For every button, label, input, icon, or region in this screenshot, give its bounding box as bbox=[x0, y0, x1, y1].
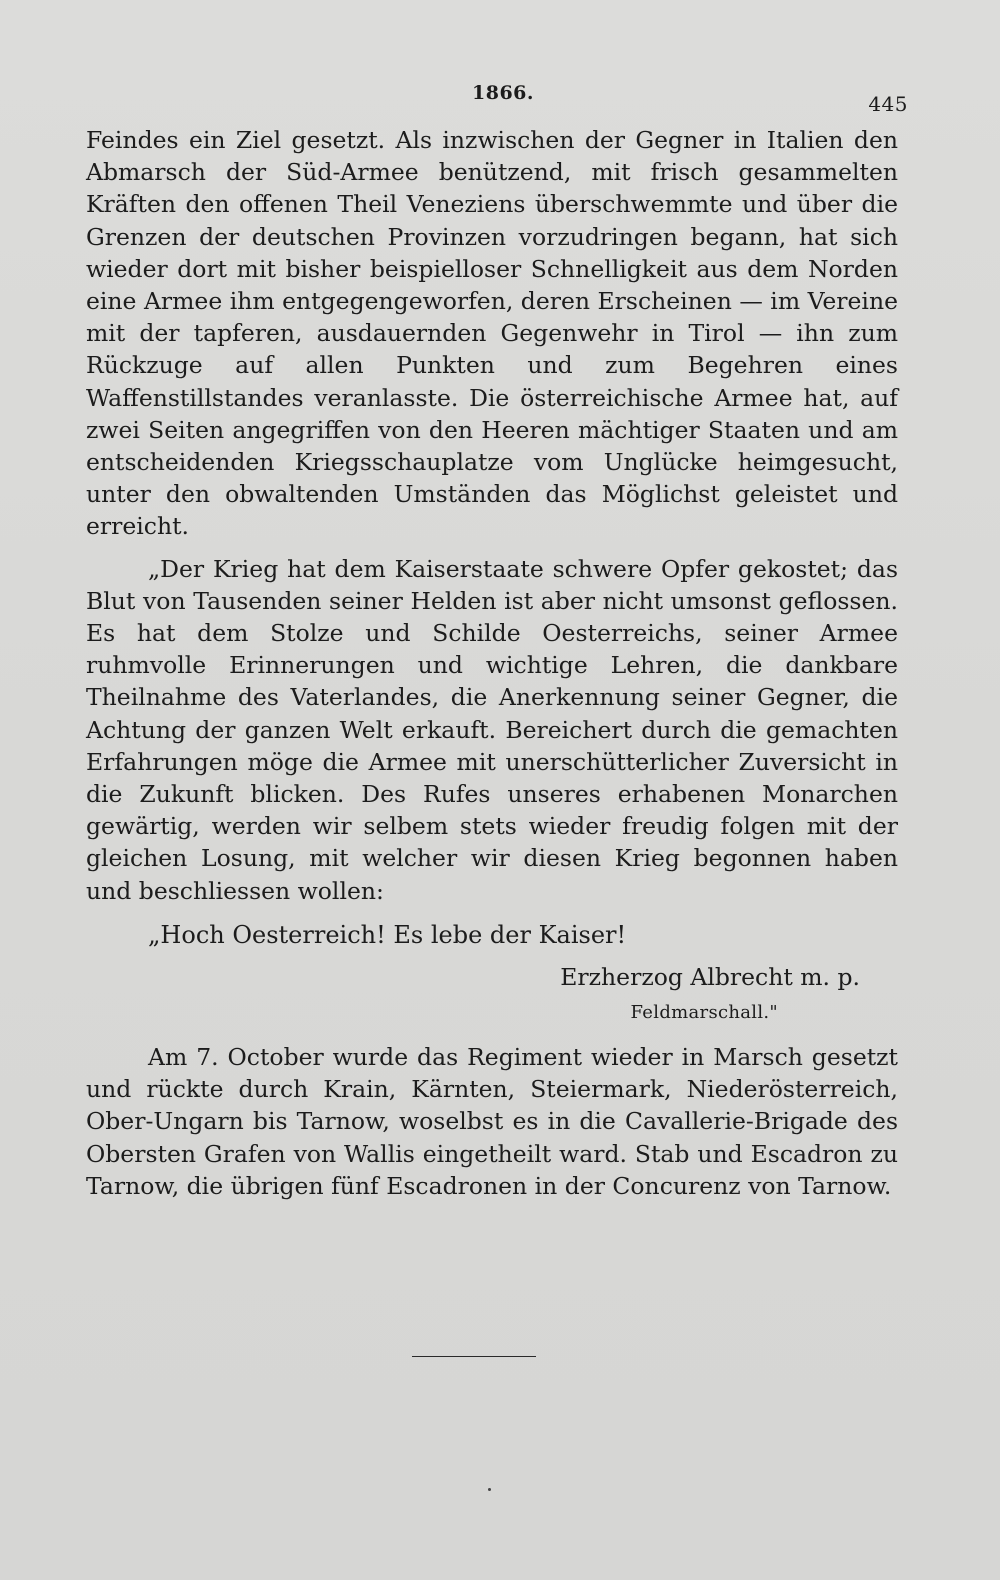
signature-rank: Feldmarschall." bbox=[630, 1002, 778, 1024]
paragraph-exclamation: „Hoch Oesterreich! Es lebe der Kaiser! bbox=[148, 920, 627, 949]
section-divider-rule bbox=[412, 1356, 536, 1357]
running-head-year: 1866. bbox=[472, 82, 534, 104]
paper-speck bbox=[488, 1488, 491, 1491]
signature-name: Erzherzog Albrecht m. p. bbox=[560, 963, 860, 992]
signature-block bbox=[86, 957, 898, 1027]
page-number: 445 bbox=[868, 92, 908, 116]
paragraph-continuation: Feindes ein Ziel gesetzt. Als inzwischen der Gegner in Italien den Abmarsch der Süd-Armee benützend, mit frisch gesammelten Kräften den offenen Theil Veneziens überschwemmte und über die Grenzen der deutschen Provinzen vorzudringen begann, hat sich wieder dort mit bisher beispielloser Schnelligkeit aus dem Norden eine Armee ihm entgegengeworfen, deren Erscheinen — im Vereine mit der tapferen, ausdauernden Gegenwehr in Tirol — ihn zum Rückzuge auf allen Punkten und zum Begehren eines Waffenstillstandes veranlasste. Die österreichische Armee hat, auf zwei Seiten angegriffen von den Heeren mächtiger Staaten und am entscheidenden Kriegsschauplatze vom Unglücke heimgesucht, unter den obwaltenden Umständen das Möglichst geleistet und erreicht. bbox=[86, 126, 898, 541]
body-text bbox=[86, 124, 898, 1202]
paragraph-proclamation: „Der Krieg hat dem Kaiserstaate schwere Opfer gekostet; das Blut von Tausenden seiner Helden ist aber nicht umsonst geflossen. Es hat dem Stolze und Schilde Oesterreichs, seiner Armee ruhmvolle Erinnerungen und wichtige Lehren, die dankbare Theilnahme des Vaterlandes, die Anerkennung seiner Gegner, die Achtung der ganzen Welt erkauft. Bereichert durch die gemachten Erfahrungen möge die Armee mit unerschütterlicher Zuversicht in die Zukunft blicken. Des Rufes unseres erhabenen Monarchen gewärtig, werden wir selbem stets wieder freudig folgen mit der gleichen Losung, mit welcher wir diesen Krieg begonnen haben und beschliessen wollen: bbox=[86, 554, 898, 905]
page-header bbox=[0, 78, 1000, 118]
paragraph-march: Am 7. October wurde das Regiment wieder in Marsch gesetzt und rückte durch Krain, Kärnten, Steiermark, Niederösterreich, Ober-Ungarn bis Tarnow, woselbst es in die Cavallerie-Brigade des Obersten Grafen von Wallis eingetheilt ward. Stab und Escadron zu Tarnow, die übrigen fünf Escadronen in der Concurenz von Tarnow. bbox=[86, 1043, 898, 1200]
